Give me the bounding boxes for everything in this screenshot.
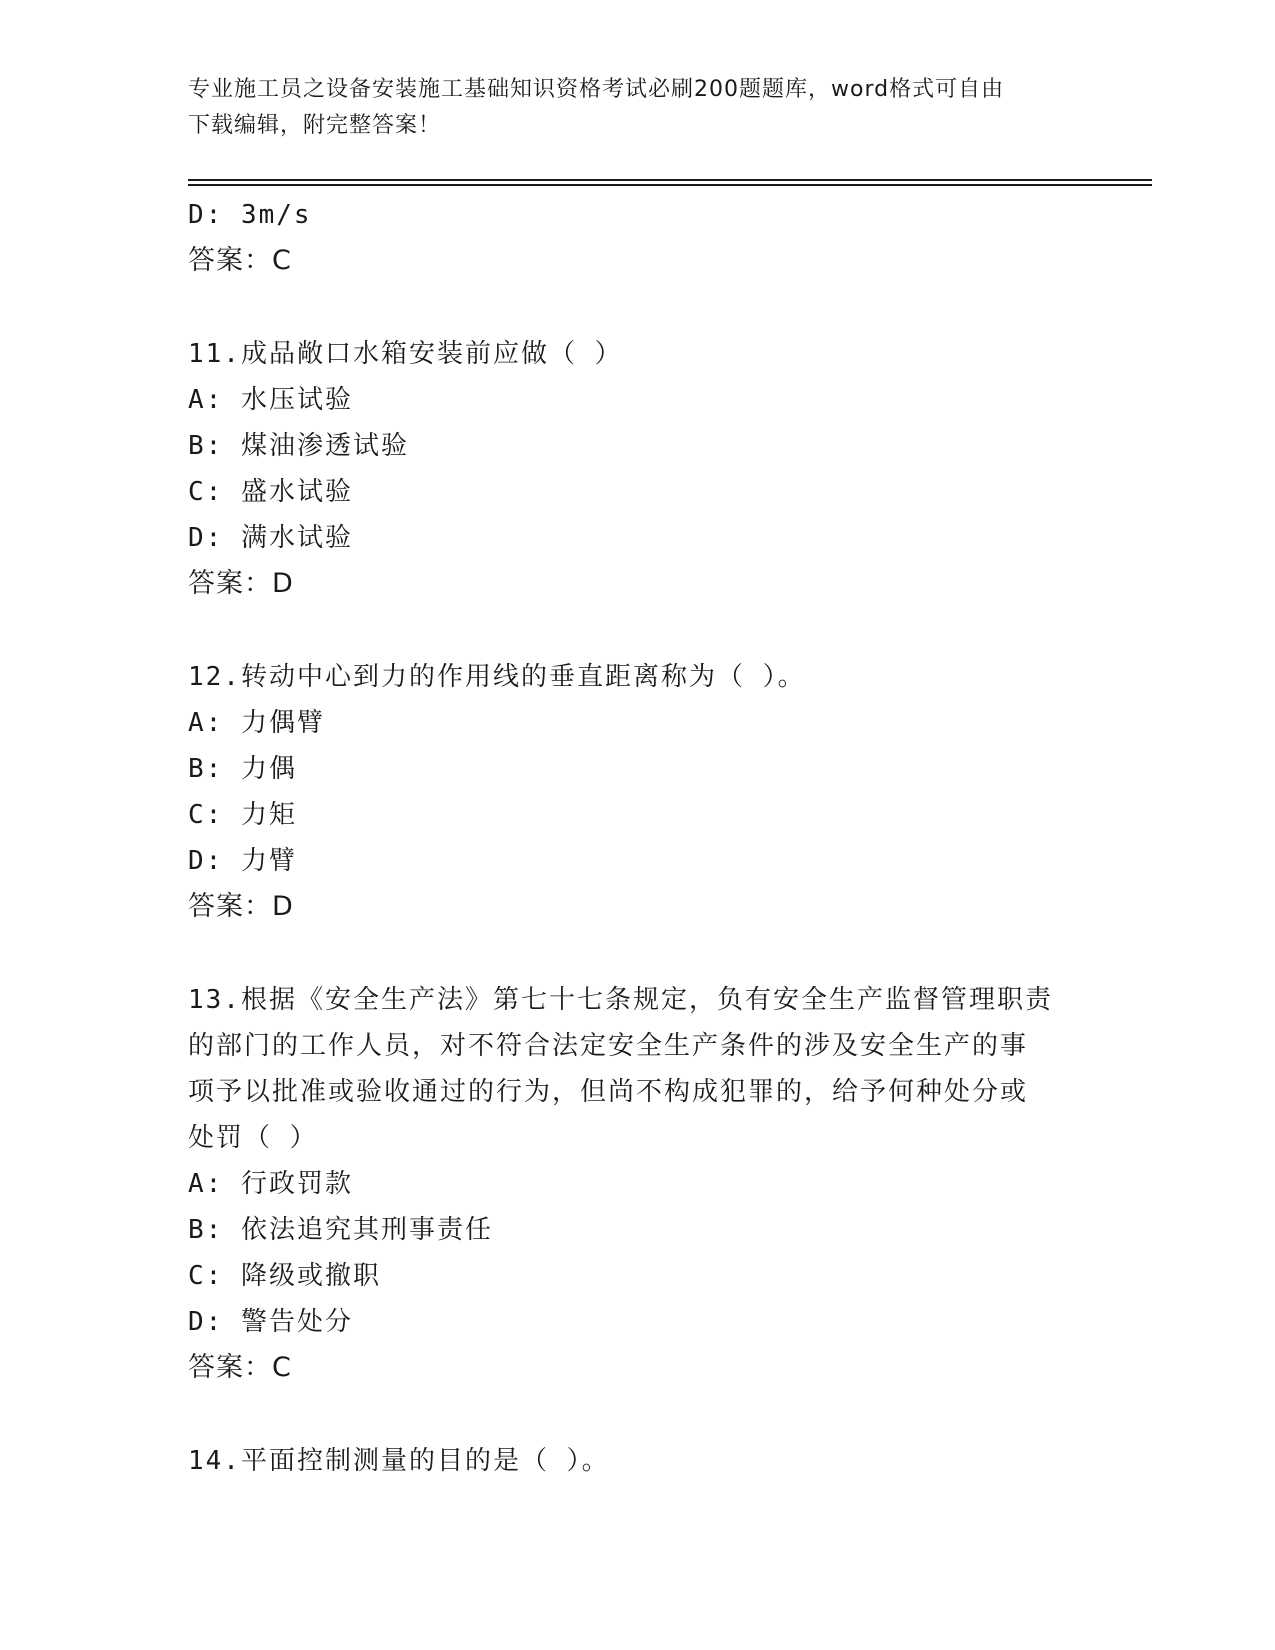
header-divider-top: [188, 179, 1152, 181]
question-stem: 12.转动中心到力的作用线的垂直距离称为（ ）。: [188, 662, 806, 692]
option-a: A: 行政罚款: [188, 1169, 353, 1199]
question-stem: 11.成品敞口水箱安装前应做（ ）: [188, 339, 623, 369]
option-b: B: 力偶: [188, 754, 297, 784]
option-d: D: 满水试验: [188, 523, 353, 553]
question-stem: 14.平面控制测量的目的是（ ）。: [188, 1446, 610, 1476]
question-stem-line-3: 项予以批准或验收通过的行为，但尚不构成犯罪的，给予何种处分或: [188, 1077, 1029, 1107]
option-b: B: 依法追究其刑事责任: [188, 1215, 493, 1245]
question-10-tail: [188, 192, 1088, 284]
spacer: [188, 930, 1088, 977]
spacer: [188, 607, 1088, 654]
question-stem-line-1: 13.根据《安全生产法》第七十七条规定，负有安全生产监督管理职责: [188, 985, 1053, 1015]
option-d: D: 3m/s: [188, 200, 312, 230]
answer-line: 答案：C: [188, 245, 292, 276]
option-d: D: 警告处分: [188, 1307, 353, 1337]
option-c: C: 盛水试验: [188, 477, 353, 507]
question-12: [188, 654, 1088, 930]
option-a: A: 力偶臂: [188, 708, 325, 738]
header-divider-bottom: [188, 184, 1152, 186]
answer-line: 答案：C: [188, 1352, 292, 1383]
spacer: [188, 284, 1088, 331]
option-a: A: 水压试验: [188, 385, 353, 415]
question-13: [188, 977, 1088, 1391]
question-stem-line-2: 的部门的工作人员，对不符合法定安全生产条件的涉及安全生产的事: [188, 1031, 1029, 1061]
document-header: [188, 72, 1078, 144]
question-stem-line-4: 处罚（ ）: [188, 1123, 318, 1153]
question-14: [188, 1438, 1088, 1484]
option-c: C: 力矩: [188, 800, 297, 830]
option-b: B: 煤油渗透试验: [188, 431, 409, 461]
option-c: C: 降级或撤职: [188, 1261, 381, 1291]
option-d: D: 力臂: [188, 846, 297, 876]
header-title-line-2: 下载编辑，附完整答案！: [188, 113, 442, 138]
header-title-line-1: 专业施工员之设备安装施工基础知识资格考试必刷200题题库，word格式可自由: [188, 77, 1005, 102]
answer-line: 答案：D: [188, 568, 294, 599]
question-list: [188, 192, 1088, 1484]
spacer: [188, 1391, 1088, 1438]
question-11: [188, 331, 1088, 607]
answer-line: 答案：D: [188, 891, 294, 922]
